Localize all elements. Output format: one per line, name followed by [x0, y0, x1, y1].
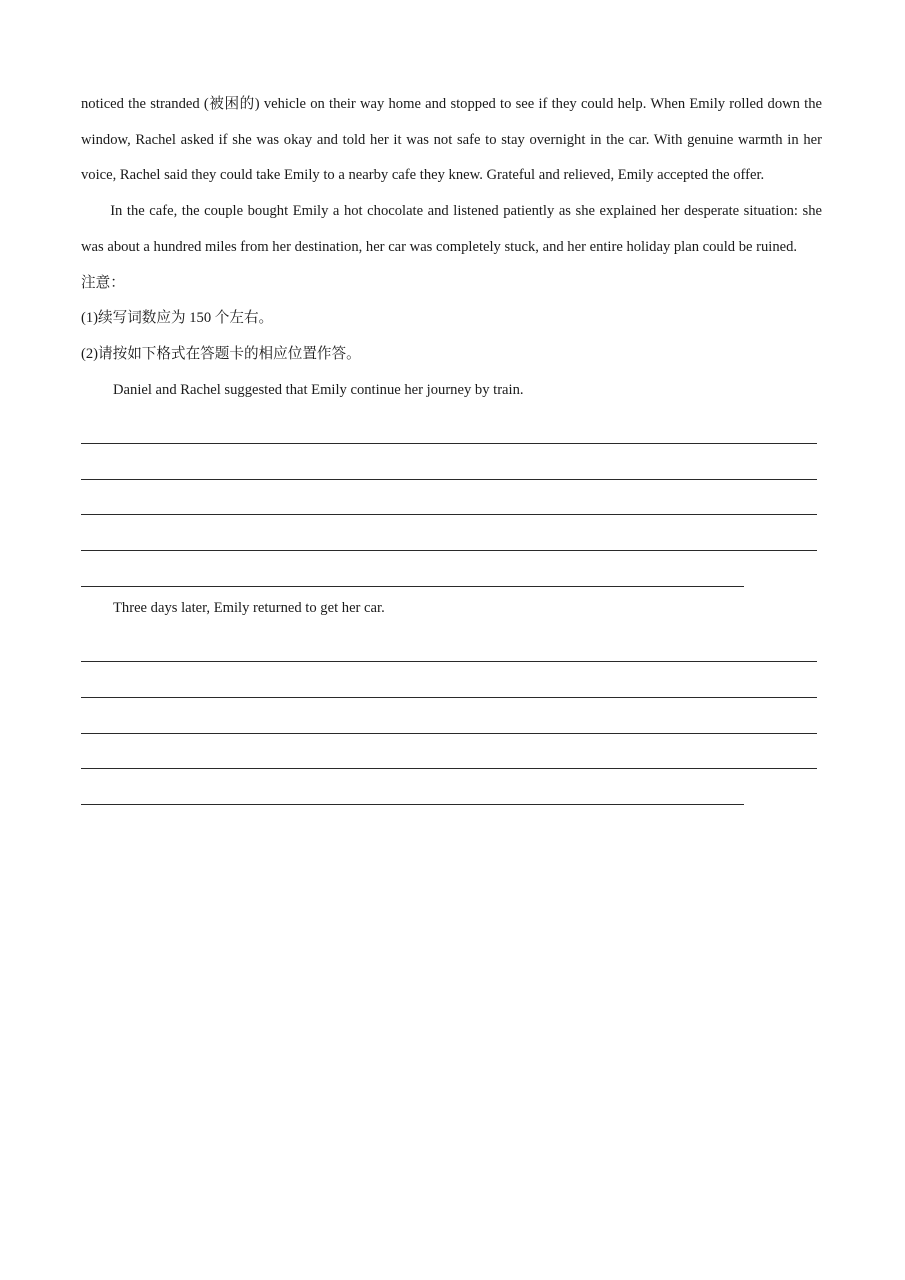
note-item-2: (2)请按如下格式在答题卡的相应位置作答。: [81, 345, 361, 362]
answer-line[interactable]: [81, 769, 744, 805]
notes-heading: 注意：: [81, 274, 125, 291]
story-paragraph-1: noticed the stranded (被困的) vehicle on their way home and stopped to see if they could help. When Emily rolled down the window, Rachel asked if she was okay and told her it was not safe to stay overnight in the car. With genuine warmth in her voice, Rachel said they could take Emily to a nearby cafe they knew. Grateful and relieved, Emily accepted the offer.: [81, 96, 822, 184]
story-paragraph-2: In the cafe, the couple bought Emily a hot chocolate and listened patiently as she explained her desperate situation: she was about a hundred miles from her destination, her car was completely stuck, and her entire holiday plan could be ruined.: [81, 203, 822, 255]
section-2-prompt: Three days later, Emily returned to get her car.: [113, 599, 385, 616]
answer-line[interactable]: [81, 444, 817, 480]
answer-line[interactable]: [81, 734, 817, 770]
answer-line[interactable]: [81, 515, 817, 551]
answer-line[interactable]: [81, 480, 817, 516]
document-body: [81, 87, 822, 805]
answer-line[interactable]: [81, 626, 817, 662]
section-1-prompt: Daniel and Rachel suggested that Emily continue her journey by train.: [113, 381, 524, 398]
answer-line[interactable]: [81, 408, 817, 444]
answer-line[interactable]: [81, 551, 744, 587]
section-1-answer-lines: [81, 408, 822, 586]
answer-line[interactable]: [81, 698, 817, 734]
note-item-1: (1)续写词数应为 150 个左右。: [81, 310, 274, 327]
section-2-answer-lines: [81, 626, 822, 804]
answer-line[interactable]: [81, 662, 817, 698]
